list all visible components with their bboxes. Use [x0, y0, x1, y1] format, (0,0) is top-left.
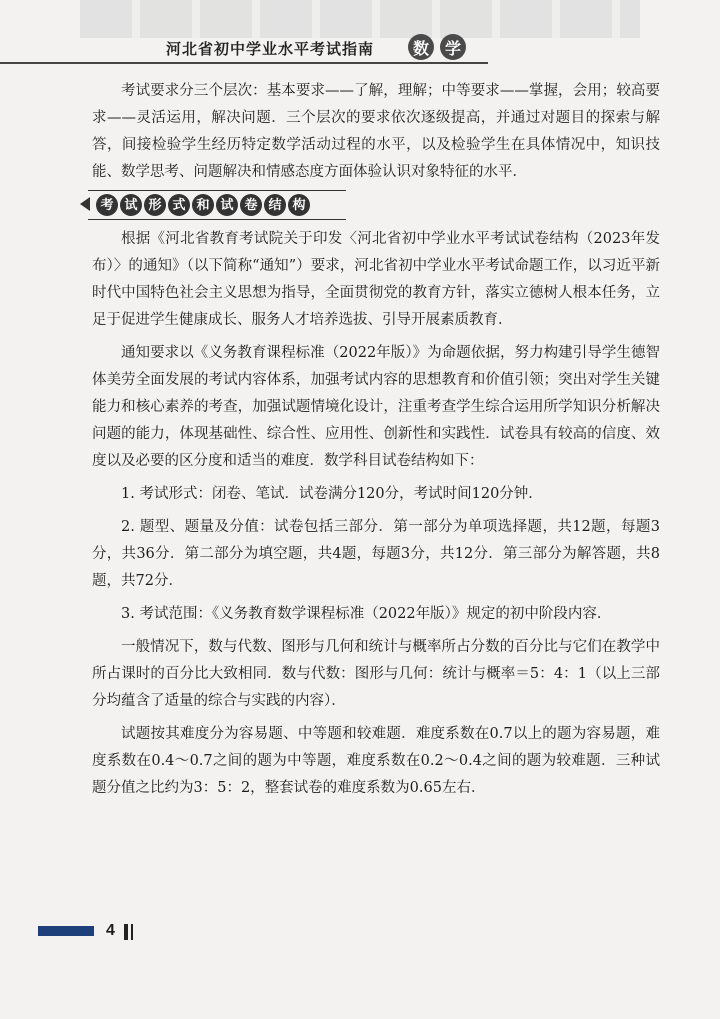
body-paragraph: 一般情况下，数与代数、图形与几何和统计与概率所占分数的百分比与它们在教学中所占课时的百分比大致相同．数与代数：图形与几何：统计与概率＝5：4：1（以上三部分均蕴含了适量的综合与实践的内容）．: [92, 639, 660, 709]
heading-char: 试: [216, 194, 238, 216]
body-paragraph: 试题按其难度分为容易题、中等题和较难题．难度系数在0.7以上的题为容易题，难度系数在0.4～0.7之间的题为中等题，难度系数在0.2～0.4之间的题为较难题．三种试题分值之比约为3：5：2，整套试卷的难度系数为0.65左右．: [92, 726, 660, 796]
heading-char: 式: [168, 194, 190, 216]
list-item-exam-format: 1. 考试形式：闭卷、笔试．试卷满分120分，考试时间120分钟．: [121, 486, 543, 502]
heading-char: 试: [120, 194, 142, 216]
heading-char: 和: [192, 194, 214, 216]
footer-mark: [131, 924, 133, 940]
footer-bar: [38, 926, 94, 936]
list-item-exam-scope: 3. 考试范围：《义务教育数学课程标准（2022年版）》规定的初中阶段内容．: [121, 606, 612, 622]
body-paragraph: 通知要求以《义务教育课程标准（2022年版）》为命题依据，努力构建引导学生德智体美劳全面发展的考试内容体系，加强考试内容的思想教育和价值引领；突出对学生关键能力和核心素养的考查，加强试题情境化设计，注重考查学生综合运用所学知识分析解决问题的能力，体现基础性、综合性、应用性、创新性和实践性．试卷具有较高的信度、效度以及必要的区分度和适当的难度．数学科目试卷结构如下：: [92, 345, 660, 469]
footer-mark: [124, 924, 128, 940]
heading-char: 卷: [240, 194, 262, 216]
page-footer: [0, 922, 720, 946]
body-paragraph: 根据《河北省教育考试院关于印发〈河北省初中学业水平考试试卷结构（2023年发布）〉的通知》（以下简称“通知”）要求，河北省初中学业水平考试命题工作，以习近平新时代中国特色社会主义思想为指导，全面贯彻党的教育方针，落实立德树人根本任务，立足于促进学生健康成长、服务人才培养选拔、引导开展素质教育．: [92, 231, 660, 328]
page-content: [92, 78, 660, 802]
heading-char: 结: [264, 194, 286, 216]
book-title: 河北省初中学业水平考试指南: [166, 40, 375, 58]
subject-char: 学: [440, 34, 466, 60]
subject-char: 数: [408, 34, 434, 60]
heading-char: 构: [288, 194, 310, 216]
list-item-question-types: 2. 题型、题量及分值：试卷包括三部分．第一部分为单项选择题，共12题，每题3分，共36分．第二部分为填空题，共4题，每题3分，共12分．第三部分为解答题，共8题，共72分．: [92, 519, 660, 589]
page-number: 4: [106, 922, 115, 939]
intro-paragraph: 考试要求分三个层次：基本要求——了解，理解；中等要求——掌握，会用；较高要求——灵活运用，解决问题．三个层次的要求依次逐级提高，并通过对题目的探索与解答，间接检验学生经历特定数学活动过程的水平，以及检验学生在具体情况中，知识技能、数学思考、问题解决和情感态度方面体验认识对象特征的水平．: [92, 83, 660, 180]
section-heading: [88, 190, 346, 220]
subject-badge: [402, 34, 472, 60]
heading-char: 形: [144, 194, 166, 216]
heading-char: 考: [96, 194, 118, 216]
header-decoration: [80, 0, 640, 38]
page-header: [0, 0, 720, 64]
